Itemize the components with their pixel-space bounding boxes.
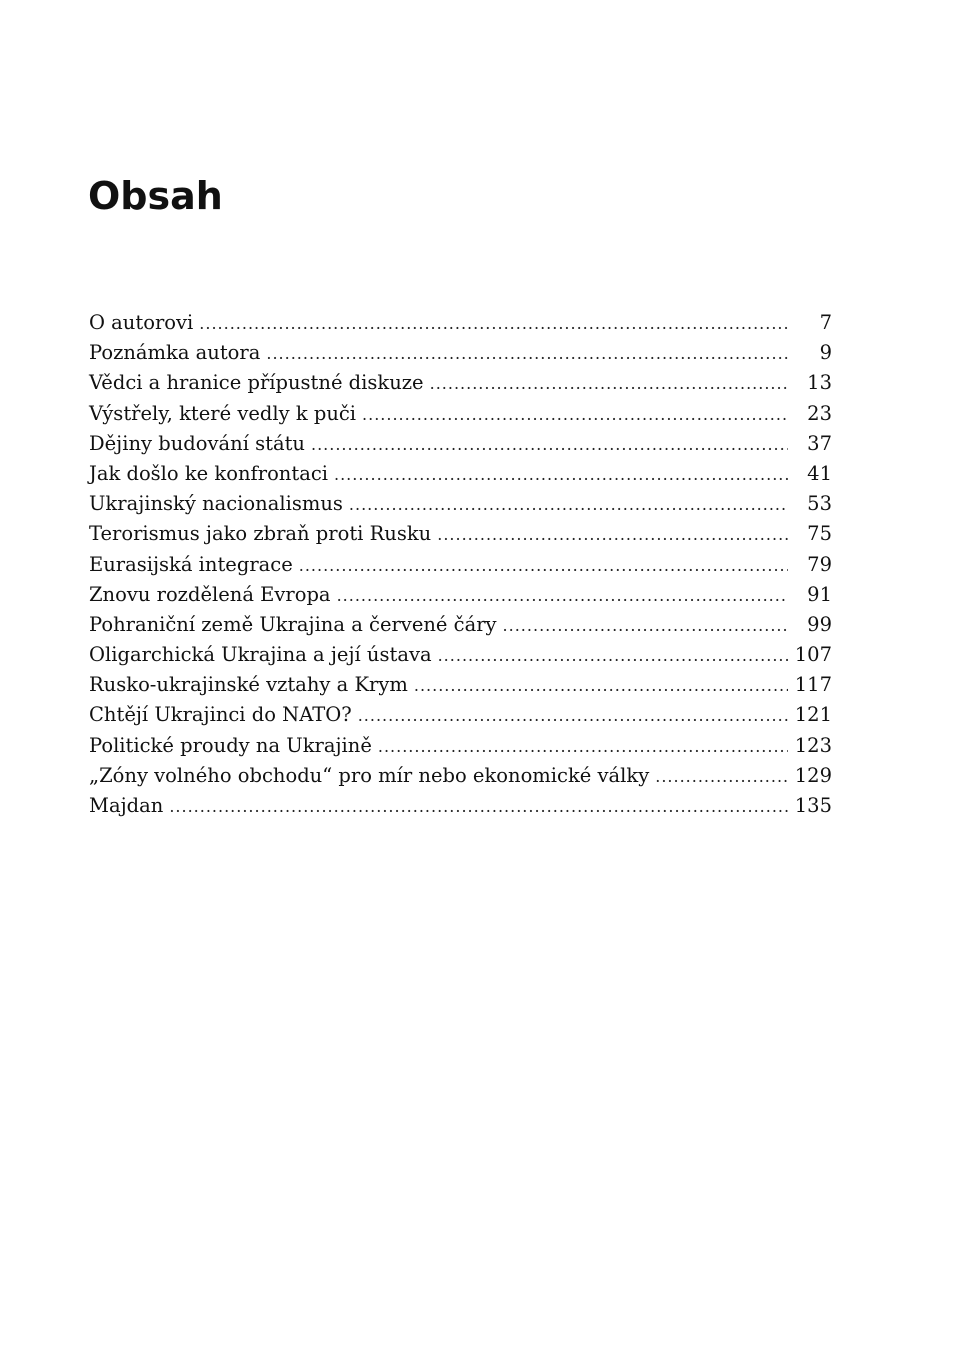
toc-entry-title: Rusko-ukrajinské vztahy a Krym bbox=[89, 673, 408, 697]
toc-entry-title: Politické proudy na Ukrajině bbox=[89, 733, 372, 757]
toc-entry-chteji-ukrajinci-do-nato bbox=[89, 700, 832, 730]
toc-entry-vedci-a-hranice bbox=[89, 368, 832, 398]
toc-entry-page: 99 bbox=[807, 612, 832, 636]
toc-entry-eurasijska-integrace bbox=[89, 550, 832, 580]
toc-entry-oligarchicka-ukrajina bbox=[89, 640, 832, 670]
toc-entry-page: 135 bbox=[794, 794, 832, 817]
dot-leader bbox=[311, 430, 788, 460]
dot-leader bbox=[438, 641, 788, 671]
toc-entry-page: 37 bbox=[807, 431, 832, 455]
toc-entry-znovu-rozdelena-evropa bbox=[89, 580, 832, 610]
toc-entry-title: „Zóny volného obchodu“ pro mír nebo ekonomické války bbox=[89, 763, 650, 787]
toc-entry-title: Pohraniční země Ukrajina a červené čáry bbox=[89, 612, 497, 636]
dot-leader bbox=[334, 460, 788, 490]
dot-leader bbox=[349, 490, 788, 520]
dot-leader bbox=[655, 762, 788, 792]
toc-entry-page: 121 bbox=[794, 703, 832, 727]
toc-entry-title: Výstřely, které vedly k puči bbox=[89, 401, 357, 425]
toc-entry-page: 23 bbox=[807, 401, 832, 425]
toc-entry-title: Dějiny budování státu bbox=[89, 431, 305, 455]
toc-entry-politicke-proudy bbox=[89, 731, 832, 761]
dot-leader bbox=[414, 671, 788, 701]
dot-leader bbox=[199, 309, 788, 339]
toc-entry-ukrajinsky-nacionalismus bbox=[89, 489, 832, 519]
toc-entry-zony-volneho-obchodu bbox=[89, 761, 832, 791]
dot-leader bbox=[337, 581, 788, 611]
toc-entry-page: 117 bbox=[794, 673, 832, 697]
toc-entry-page: 9 bbox=[819, 341, 832, 365]
toc-entry-page: 129 bbox=[794, 763, 832, 787]
toc-entry-terorismus bbox=[89, 519, 832, 549]
toc-entry-title: Terorismus jako zbraň proti Rusku bbox=[89, 522, 432, 546]
dot-leader bbox=[503, 611, 788, 641]
toc-entry-title: Eurasijská integrace bbox=[89, 552, 293, 576]
toc-entry-pohranicni-zeme bbox=[89, 610, 832, 640]
toc-entry-title: Majdan bbox=[89, 794, 164, 817]
dot-leader bbox=[378, 732, 788, 762]
toc-entry-title: Znovu rozdělená Evropa bbox=[89, 582, 331, 606]
toc-entry-page: 41 bbox=[807, 461, 832, 485]
toc-entry-page: 13 bbox=[807, 371, 832, 395]
dot-leader bbox=[169, 792, 788, 822]
dot-leader bbox=[437, 520, 788, 550]
toc-entry-title: Ukrajinský nacionalismus bbox=[89, 492, 343, 516]
toc-entry-page: 79 bbox=[807, 552, 832, 576]
toc-entry-page: 75 bbox=[807, 522, 832, 546]
dot-leader bbox=[430, 369, 788, 399]
toc-entry-title: Vědci a hranice přípustné diskuze bbox=[89, 371, 424, 395]
dot-leader bbox=[362, 400, 788, 430]
dot-leader bbox=[358, 701, 788, 731]
toc-entry-page: 107 bbox=[794, 643, 832, 667]
toc-entry-title: Poznámka autora bbox=[89, 341, 261, 365]
toc-entry-page: 7 bbox=[819, 311, 832, 334]
page-title: Obsah bbox=[88, 174, 223, 218]
toc-entry-majdan bbox=[89, 791, 832, 821]
toc-entry-page: 53 bbox=[807, 492, 832, 516]
toc-entry-dejiny-budovani-statu bbox=[89, 429, 832, 459]
toc-entry-title: Chtějí Ukrajinci do NATO? bbox=[89, 703, 352, 727]
toc-entry-page: 123 bbox=[794, 733, 832, 757]
dot-leader bbox=[299, 551, 788, 581]
toc-entry-title: O autorovi bbox=[89, 311, 194, 334]
toc-entry-o-autorovi bbox=[89, 308, 832, 338]
toc-entry-jak-doslo-ke-konfrontaci bbox=[89, 459, 832, 489]
dot-leader bbox=[266, 339, 788, 369]
toc-entry-vystrely bbox=[89, 399, 832, 429]
table-of-contents bbox=[89, 308, 832, 821]
toc-entry-title: Oligarchická Ukrajina a její ústava bbox=[89, 643, 432, 667]
toc-entry-rusko-ukrajinske-vztahy bbox=[89, 670, 832, 700]
toc-entry-title: Jak došlo ke konfrontaci bbox=[89, 461, 328, 485]
toc-entry-poznamka-autora bbox=[89, 338, 832, 368]
toc-entry-page: 91 bbox=[807, 582, 832, 606]
